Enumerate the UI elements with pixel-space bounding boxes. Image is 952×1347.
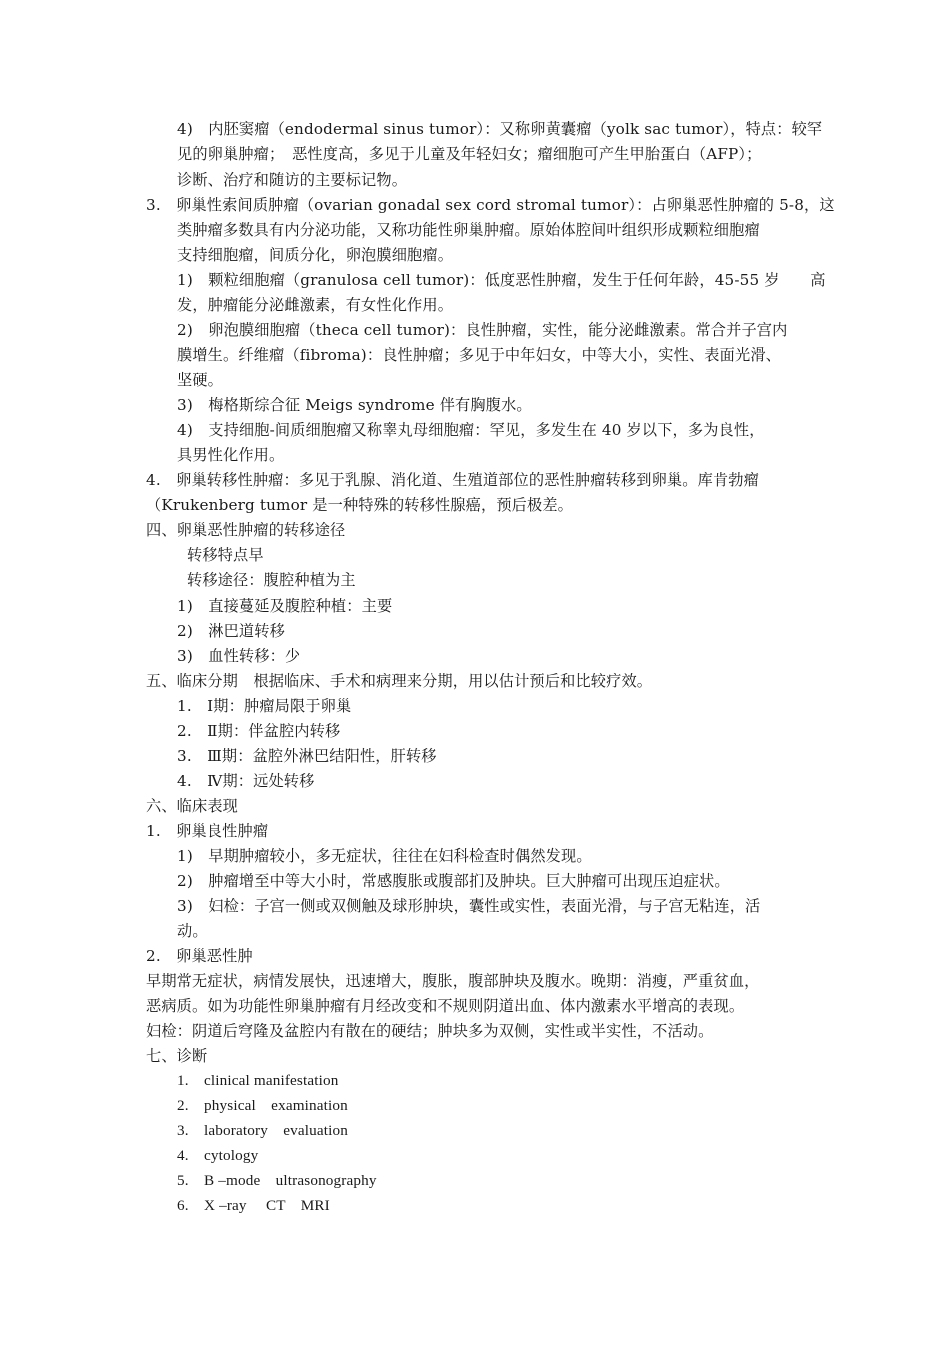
text-line: 妇检：阴道后穹隆及盆腔内有散在的硬结；肿块多为双侧，实性或半实性，不活动。	[146, 1022, 714, 1040]
text-line: 3. 卵巢性索间质肿瘤（ovarian gonadal sex cord stromal tumor）：占卵巢恶性肿瘤的 5-8，这	[146, 196, 835, 214]
text-line: 4) 内胚窦瘤（endodermal sinus tumor）：又称卵黄囊瘤（yolk sac tumor），特点：较罕	[177, 120, 823, 138]
text-line: 4. 卵巢转移性肿瘤：多见于乳腺、消化道、生殖道部位的恶性肿瘤转移到卵巢。库肯勃瘤	[146, 471, 759, 489]
list-item: 3. Ⅲ期：盆腔外淋巴结阳性，肝转移	[177, 747, 437, 765]
subsection-heading: 1. 卵巢良性肿瘤	[146, 822, 269, 840]
section-heading: 四、卵巢恶性肿瘤的转移途径	[146, 521, 346, 539]
list-item: 6. X –ray CT MRI	[177, 1197, 330, 1214]
list-item: 1. Ⅰ期：肿瘤局限于卵巢	[177, 697, 352, 715]
text-line: 见的卵巢肿瘤； 恶性度高，多见于儿童及年轻妇女；瘤细胞可产生甲胎蛋白（AFP）；	[177, 145, 762, 163]
section-heading: 六、临床表现	[146, 797, 239, 815]
list-item: 4. cytology	[177, 1147, 259, 1164]
list-item: 2. Ⅱ期：伴盆腔内转移	[177, 722, 341, 740]
subsection-heading: 2. 卵巢恶性肿	[146, 947, 253, 965]
text-line: 具男性化作用。	[177, 446, 285, 464]
list-item: 2) 淋巴道转移	[177, 622, 285, 640]
text-line: 恶病质。如为功能性卵巢肿瘤有月经改变和不规则阴道出血、体内激素水平增高的表现。	[146, 997, 745, 1015]
text-line: 早期常无症状，病情发展快，迅速增大，腹胀，腹部肿块及腹水。晚期：消瘦，严重贫血，	[146, 972, 760, 990]
text-line: 1) 颗粒细胞瘤（granulosa cell tumor)：低度恶性肿瘤，发生于任何年龄，45-55 岁 高	[177, 271, 826, 289]
text-line: 动。	[177, 922, 208, 940]
text-line: 转移途径：腹腔种植为主	[187, 571, 356, 589]
list-item: 4. Ⅳ期：远处转移	[177, 772, 315, 790]
text-line: 3) 梅格斯综合征 Meigs syndrome 伴有胸腹水。	[177, 396, 532, 414]
list-item: 3) 血性转移：少	[177, 647, 301, 665]
list-item: 3. laboratory evaluation	[177, 1122, 349, 1139]
section-heading: 五、临床分期 根据临床、手术和病理来分期，用以估计预后和比较疗效。	[146, 672, 653, 690]
list-item: 2. physical examination	[177, 1097, 348, 1114]
list-item: 1) 早期肿瘤较小，多无症状，往往在妇科检查时偶然发现。	[177, 847, 592, 865]
list-item: 3) 妇检：子宫一侧或双侧触及球形肿块，囊性或实性，表面光滑，与子宫无粘连，活	[177, 897, 761, 915]
list-item: 5. B –mode ultrasonography	[177, 1172, 377, 1189]
text-line: 转移特点早	[187, 546, 264, 564]
text-line: 支持细胞瘤，间质分化，卵泡膜细胞瘤。	[177, 246, 454, 264]
text-line: 膜增生。纤维瘤（fibroma)：良性肿瘤；多见于中年妇女，中等大小，实性、表面光滑、	[177, 346, 781, 364]
text-line: 类肿瘤多数具有内分泌功能，又称功能性卵巢肿瘤。原始体腔间叶组织形成颗粒细胞瘤	[177, 221, 760, 239]
text-line: （Krukenberg tumor 是一种特殊的转移性腺癌，预后极差。	[146, 496, 574, 514]
list-item: 1. clinical manifestation	[177, 1072, 339, 1089]
section-heading: 七、诊断	[146, 1047, 208, 1065]
list-item: 1) 直接蔓延及腹腔种植：主要	[177, 597, 393, 615]
text-line: 2) 卵泡膜细胞瘤（theca cell tumor)：良性肿瘤，实性，能分泌雌激素。常合并子宫内	[177, 321, 788, 339]
list-item: 2) 肿瘤增至中等大小时，常感腹胀或腹部扪及肿块。巨大肿瘤可出现压迫症状。	[177, 872, 730, 890]
text-line: 4) 支持细胞-间质细胞瘤又称睾丸母细胞瘤：罕见，多发生在 40 岁以下，多为良性，	[177, 421, 765, 439]
text-line: 坚硬。	[177, 371, 224, 389]
text-line: 发，肿瘤能分泌雌激素，有女性化作用。	[177, 296, 454, 314]
text-line: 诊断、治疗和随访的主要标记物。	[177, 171, 408, 189]
